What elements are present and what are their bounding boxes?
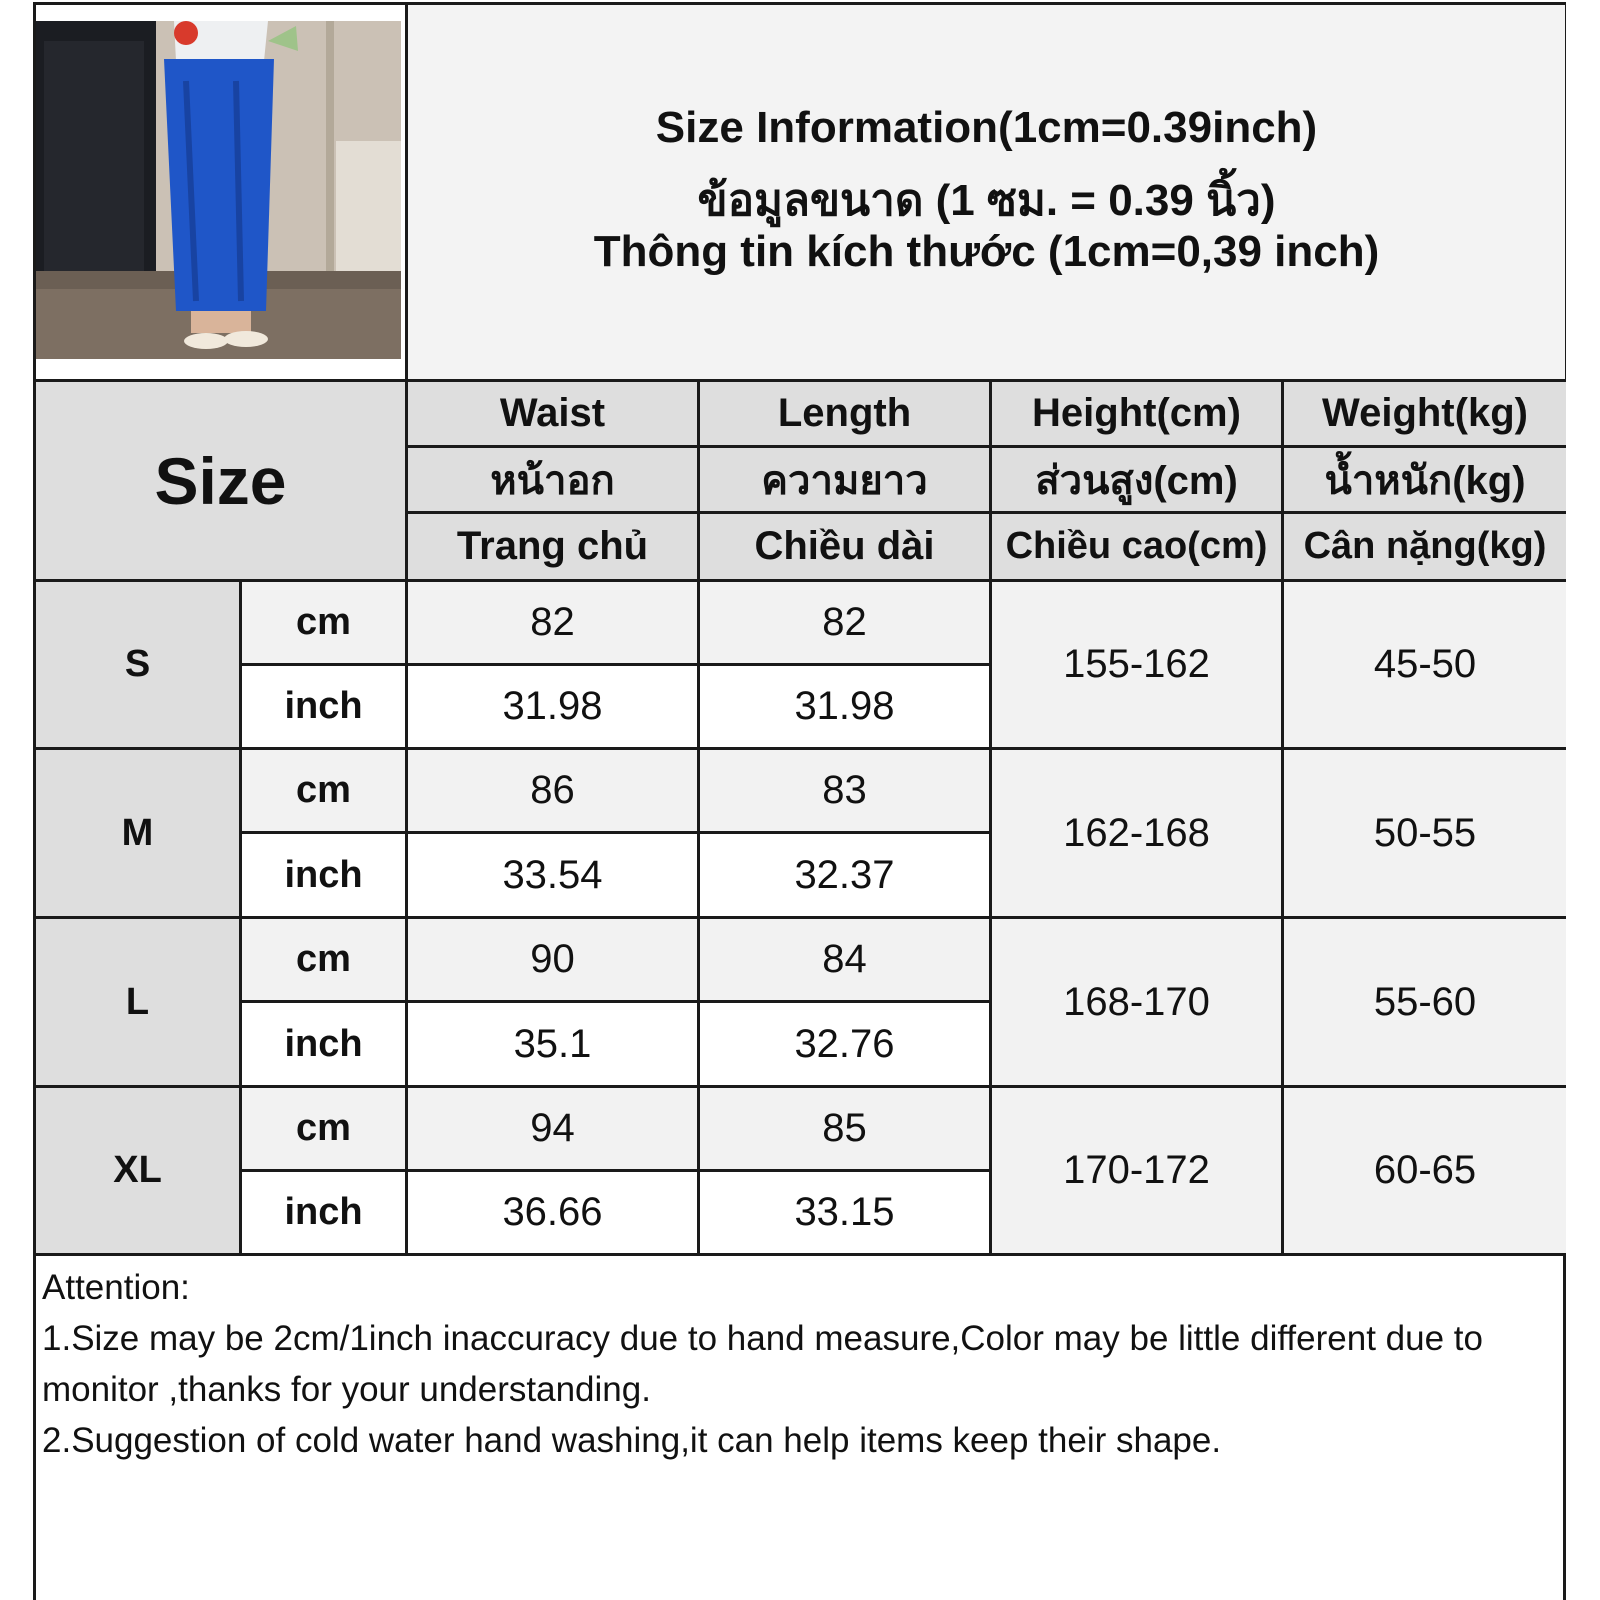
product-photo — [36, 21, 401, 359]
col-waist-th: หน้าอก — [408, 448, 697, 511]
waist-inch-value: 31.98 — [408, 666, 697, 747]
grid-line — [989, 379, 992, 1256]
grid-line — [405, 511, 1566, 514]
grid-line — [33, 747, 1566, 750]
product-photo-illustration — [36, 21, 401, 359]
waist-inch-value: 33.54 — [408, 834, 697, 916]
grid-line — [33, 1253, 1566, 1256]
grid-line — [33, 916, 1566, 919]
unit-inch-label: inch — [242, 666, 405, 747]
col-height-en: Height(cm) — [992, 382, 1281, 445]
unit-cm-label: cm — [242, 750, 405, 831]
size-label: L — [36, 919, 239, 1085]
unit-inch-label: inch — [242, 1172, 405, 1253]
grid-line — [1281, 379, 1284, 1256]
col-length-vi: Chiều dài — [700, 514, 989, 579]
grid-line — [239, 663, 992, 666]
length-inch-value: 32.76 — [700, 1003, 989, 1085]
unit-cm-label: cm — [242, 582, 405, 663]
size-label: M — [36, 750, 239, 916]
col-waist-vi: Trang chủ — [408, 514, 697, 579]
grid-line — [697, 379, 700, 1256]
length-cm-value: 83 — [700, 750, 989, 831]
weight-range-value: 50-55 — [1284, 750, 1566, 916]
title-english: Size Information(1cm=0.39inch) — [655, 103, 1318, 152]
length-inch-value: 31.98 — [700, 666, 989, 747]
length-cm-value: 82 — [700, 582, 989, 663]
grid-line — [239, 579, 242, 1256]
grid-line — [405, 379, 408, 1256]
col-waist-en: Waist — [408, 382, 697, 445]
attention-item-1: 1.Size may be 2cm/1inch inaccuracy due to hand measure,Color may be little different due to monitor ,thanks for your understanding. — [42, 1319, 1483, 1409]
grid-line — [33, 579, 1566, 582]
col-height-vi: Chiều cao(cm) — [992, 514, 1281, 579]
height-range-value: 162-168 — [992, 750, 1281, 916]
attention-notes — [42, 1262, 1557, 1466]
length-inch-value: 33.15 — [700, 1172, 989, 1253]
grid-line — [239, 1000, 992, 1003]
col-weight-en: Weight(kg) — [1284, 382, 1566, 445]
unit-inch-label: inch — [242, 1003, 405, 1085]
height-range-value: 168-170 — [992, 919, 1281, 1085]
size-info-title-box — [405, 5, 1565, 379]
waist-inch-value: 35.1 — [408, 1003, 697, 1085]
col-length-th: ความยาว — [700, 448, 989, 511]
grid-line — [239, 831, 992, 834]
waist-cm-value: 82 — [408, 582, 697, 663]
title-vietnamese: Thông tin kích thước (1cm=0,39 inch) — [593, 227, 1380, 276]
unit-inch-label: inch — [242, 834, 405, 916]
grid-line — [239, 1169, 992, 1172]
length-inch-value: 32.37 — [700, 834, 989, 916]
attention-item-2: 2.Suggestion of cold water hand washing,it can help items keep their shape. — [42, 1421, 1222, 1460]
waist-cm-value: 90 — [408, 919, 697, 1000]
col-weight-vi: Cân nặng(kg) — [1284, 514, 1566, 579]
length-cm-value: 85 — [700, 1088, 989, 1169]
col-length-en: Length — [700, 382, 989, 445]
waist-cm-value: 86 — [408, 750, 697, 831]
weight-range-value: 45-50 — [1284, 582, 1566, 747]
title-thai: ข้อมูลขนาด (1 ซม. = 0.39 นิ้ว) — [697, 176, 1276, 225]
length-cm-value: 84 — [700, 919, 989, 1000]
weight-range-value: 60-65 — [1284, 1088, 1566, 1253]
size-label: XL — [36, 1088, 239, 1253]
height-range-value: 170-172 — [992, 1088, 1281, 1253]
col-weight-th: น้ำหนัก(kg) — [1284, 448, 1566, 511]
waist-inch-value: 36.66 — [408, 1172, 697, 1253]
height-range-value: 155-162 — [992, 582, 1281, 747]
waist-cm-value: 94 — [408, 1088, 697, 1169]
unit-cm-label: cm — [242, 919, 405, 1000]
weight-range-value: 55-60 — [1284, 919, 1566, 1085]
grid-line — [33, 1085, 1566, 1088]
grid-line — [33, 379, 1566, 382]
grid-line — [405, 445, 1566, 448]
unit-cm-label: cm — [242, 1088, 405, 1169]
attention-heading: Attention: — [42, 1268, 190, 1307]
col-height-th: ส่วนสูง(cm) — [992, 448, 1281, 511]
size-label: S — [36, 582, 239, 747]
size-header: Size — [36, 382, 405, 579]
